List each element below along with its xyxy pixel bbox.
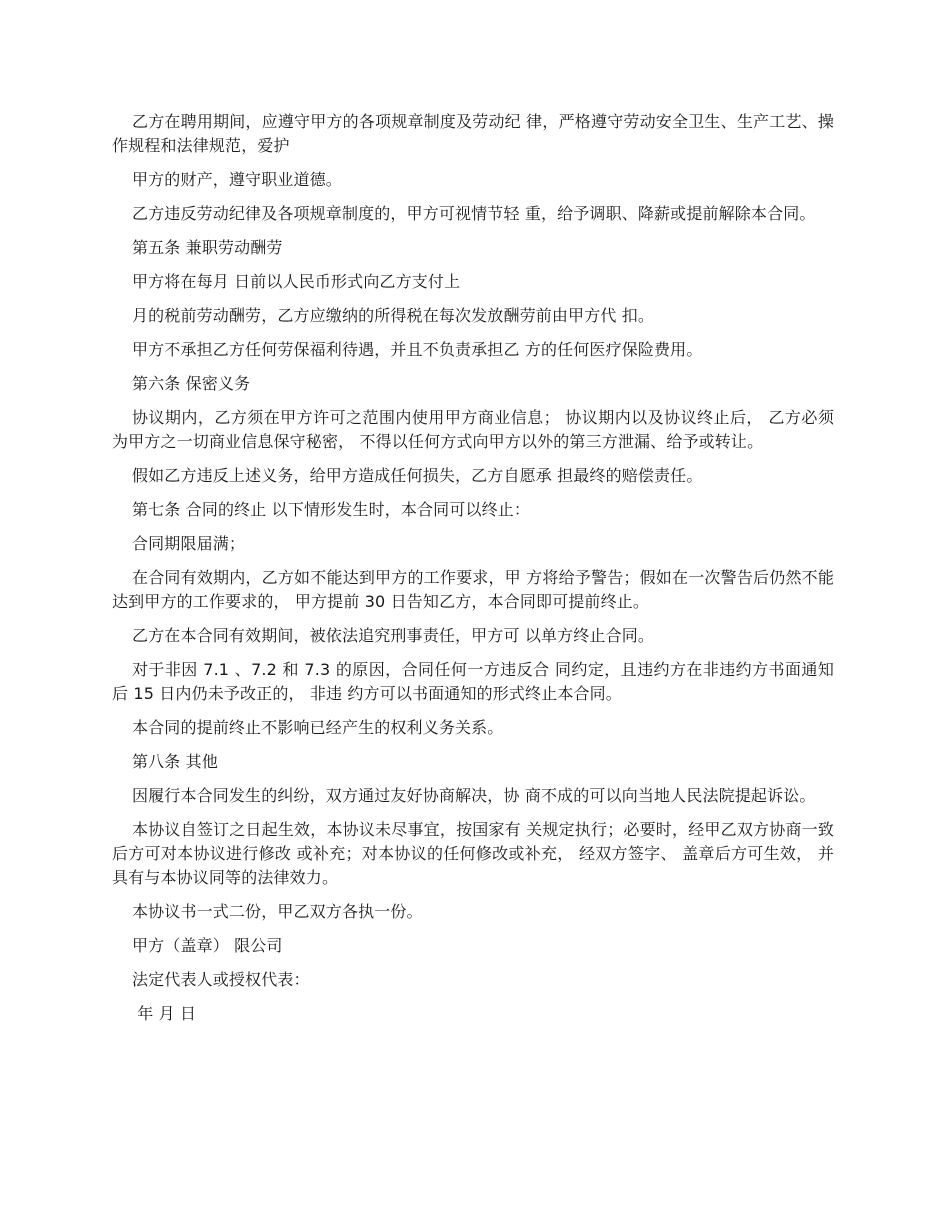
paragraph: 对于非因 7.1 、7.2 和 7.3 的原因，合同任何一方违反合 同约定，且违约方在非违约方书面通知后 15 日内仍未予改正的， 非违 约方可以书面通知的形式终止本合同。: [112, 660, 834, 703]
paragraph: 本协议自签订之日起生效，本协议未尽事宜，按国家有 关规定执行；必要时，经甲乙双方协商一致后方可对本协议进行修改 或补充；对本协议的任何修改或补充， 经双方签字、 盖章后方可生效， 并具有与本协议同等的法律效力。: [112, 820, 834, 887]
paragraph: 本协议书一式二份，甲乙双方各执一份。: [132, 902, 423, 921]
paragraph: 在合同有效期内，乙方如不能达到甲方的工作要求，甲 方将给予警告；假如在一次警告后仍然不能达到甲方的工作要求的， 甲方提前 30 日告知乙方，本合同即可提前终止。: [112, 568, 834, 611]
paragraph: 甲方不承担乙方任何劳保福利待遇，并且不负责承担乙 方的任何医疗保险费用。: [132, 340, 703, 359]
paragraph: 乙方在聘用期间，应遵守甲方的各项规章制度及劳动纪 律，严格遵守劳动安全卫生、生产工艺、操作规程和法律规范，爱护: [112, 112, 834, 155]
paragraph: 乙方违反劳动纪律及各项规章制度的，甲方可视情节轻 重，给予调职、降薪或提前解除本合同。: [132, 204, 816, 223]
paragraph: 合同期限届满；: [132, 534, 246, 553]
signature-representative: 法定代表人或授权代表：: [132, 970, 310, 989]
signature-date: 年 月 日: [132, 1004, 197, 1023]
section-heading: 第七条 合同的终止 以下情形发生时，本合同可以终止：: [132, 500, 531, 519]
document-page: [112, 110, 834, 1036]
paragraph: 假如乙方违反上述义务，给甲方造成任何损失，乙方自愿承 担最终的赔偿责任。: [132, 466, 703, 485]
paragraph: 因履行本合同发生的纠纷，双方通过友好协商解决，协 商不成的可以向当地人民法院提起诉讼。: [132, 786, 816, 805]
paragraph: 乙方在本合同有效期间，被依法追究刑事责任，甲方可 以单方终止合同。: [132, 626, 655, 645]
section-heading: 第五条 兼职劳动酬劳: [132, 238, 283, 257]
section-heading: 第六条 保密义务: [132, 374, 251, 393]
signature-party-a: 甲方（盖章） 限公司: [132, 936, 283, 955]
section-heading: 第八条 其他: [132, 752, 218, 771]
paragraph: 甲方的财产，遵守职业道德。: [132, 170, 342, 189]
paragraph: 协议期内，乙方须在甲方许可之范围内使用甲方商业信息； 协议期内以及协议终止后， 乙方必须为甲方之一切商业信息保守秘密， 不得以任何方式向甲方以外的第三方泄漏、给予或转让。: [112, 408, 834, 451]
paragraph: 月的税前劳动酬劳，乙方应缴纳的所得税在每次发放酬劳前由甲方代 扣。: [132, 306, 655, 325]
paragraph: 本合同的提前终止不影响已经产生的权利义务关系。: [132, 718, 504, 737]
paragraph: 甲方将在每月 日前以人民币形式向乙方支付上: [132, 272, 461, 291]
